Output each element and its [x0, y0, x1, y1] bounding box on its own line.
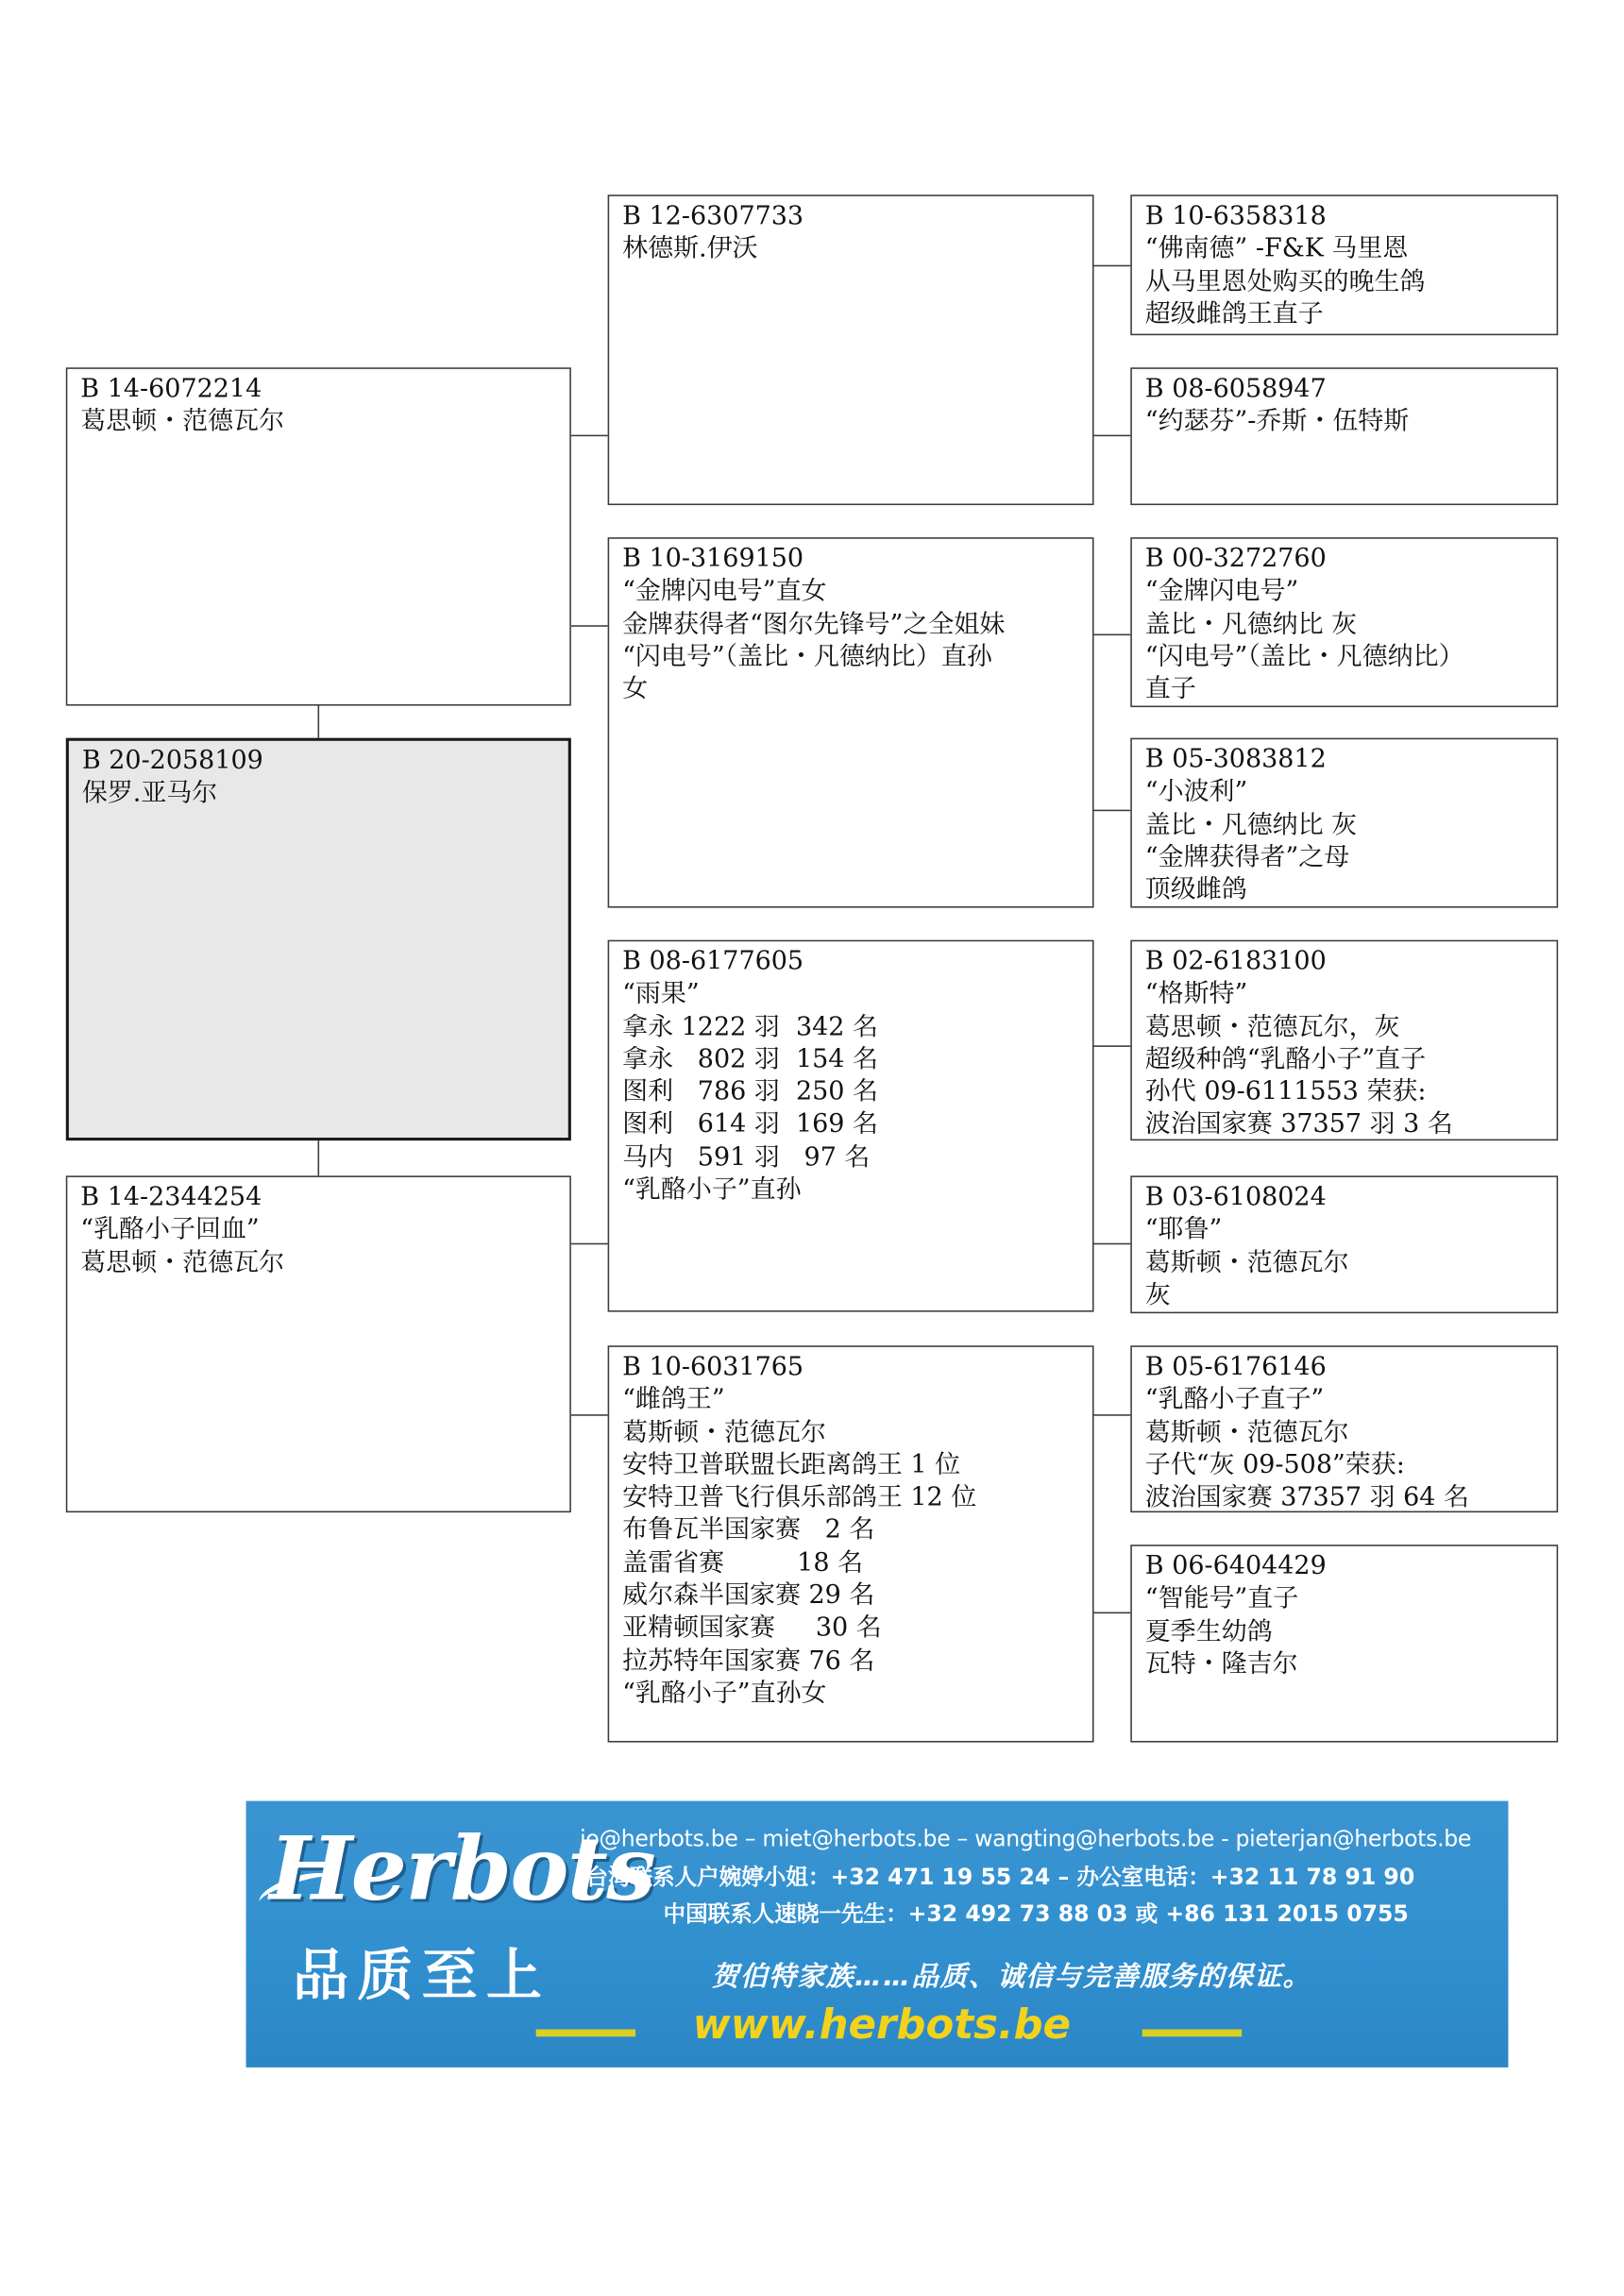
info-line: “佛南德” -F&K 马里恩	[1144, 234, 1409, 264]
result-line: 安特卫普飞行俱乐部鸽王 12 位	[622, 1483, 977, 1513]
result-line: 马内 591 羽 97 名	[622, 1142, 871, 1173]
info-line: 葛思顿・范德瓦尔，灰	[1144, 1012, 1400, 1042]
info-line: 波治国家赛 37357 羽 64 名	[1144, 1483, 1470, 1513]
breeder-line: 葛斯顿・范德瓦尔	[622, 1418, 826, 1448]
result-line: 拿永 802 羽 154 名	[622, 1045, 879, 1075]
ring-number: B 05-6176146	[1144, 1353, 1327, 1383]
info-line: “闪电号”（盖比・凡德纳比）	[1144, 642, 1464, 672]
info-line: “小波利”	[1144, 777, 1248, 808]
info-line: “格斯特”	[1144, 980, 1248, 1010]
info-line: 盖比・凡德纳比 灰	[1144, 810, 1358, 840]
breeder-line: 林德斯.伊沃	[622, 234, 758, 264]
breeder-line: 葛思顿・范德瓦尔	[80, 1248, 285, 1278]
decorative-bar-right	[1142, 2030, 1242, 2037]
ring-number: B 20-2058109	[81, 746, 263, 776]
dd-dam-box	[1130, 1545, 1558, 1742]
info-line: 超级种鸽“乳酪小子”直子	[1144, 1045, 1427, 1075]
banner-slogan: 品质至上	[293, 1943, 551, 2008]
ring-number: B 08-6058947	[1144, 375, 1327, 405]
connector-line	[1094, 435, 1132, 437]
connector-line	[1094, 810, 1132, 812]
herbots-banner	[246, 1801, 1509, 2068]
ring-number: B 02-6183100	[1144, 947, 1327, 977]
ring-number: B 06-6404429	[1144, 1551, 1327, 1581]
contact-emails[interactable]: jo@herbots.be – miet@herbots.be – wangting@herbots.be - pieterjan@herbots.be	[580, 1825, 1472, 1852]
herbots-logo: Herbots	[269, 1818, 655, 1921]
info-line: 顶级雌鸽	[1144, 875, 1247, 905]
result-line: 威尔森半国家赛 29 名	[622, 1581, 875, 1612]
result-line: 亚精顿国家赛 30 名	[622, 1613, 882, 1644]
pigeon-name: “雨果”	[622, 980, 700, 1010]
ring-number: B 10-6358318	[1144, 202, 1327, 232]
info-line: “金牌获得者”之母	[1144, 843, 1350, 873]
result-line: 布鲁瓦半国家赛 2 名	[622, 1515, 875, 1545]
dam-sire-box	[608, 940, 1094, 1312]
connector-line	[571, 1414, 609, 1416]
dd-sire-box	[1130, 1345, 1558, 1512]
ring-number: B 10-6031765	[622, 1353, 804, 1383]
info-line: 灰	[1144, 1280, 1171, 1310]
pigeon-name: “乳酪小子回血”	[80, 1215, 260, 1245]
result-line: 盖雷省赛 18 名	[622, 1548, 864, 1578]
result-line: 图利 786 羽 250 名	[622, 1077, 879, 1107]
sire-box	[66, 367, 571, 705]
dam-dam-box	[608, 1345, 1094, 1742]
ring-number: B 05-3083812	[1144, 745, 1327, 775]
info-line: 孙代 09-6111553 荣获:	[1144, 1077, 1427, 1107]
sire-sire-box	[608, 194, 1094, 505]
info-line: “金牌闪电号”直女	[622, 577, 827, 607]
info-line: “约瑟芬”-乔斯・伍特斯	[1144, 407, 1410, 437]
ring-number: B 10-3169150	[622, 544, 804, 574]
connector-line	[571, 1243, 609, 1245]
result-line: 图利 614 羽 169 名	[622, 1110, 879, 1140]
info-line: 从马里恩处购买的晚生鸽	[1144, 267, 1426, 297]
owner-line: 保罗.亚马尔	[81, 779, 218, 809]
info-line: 女	[622, 675, 649, 705]
info-line: 瓦特・隆吉尔	[1144, 1649, 1298, 1680]
china-contact: 中国联系人速晓一先生：+32 492 73 88 03 或 +86 131 2015 0755	[663, 1900, 1409, 1927]
connector-line	[1094, 265, 1132, 267]
info-line: 子代“灰 09-508”荣获:	[1144, 1450, 1405, 1480]
ring-number: B 14-6072214	[80, 375, 262, 405]
info-line: 直子	[1144, 675, 1196, 705]
info-line: 夏季生幼鸽	[1144, 1617, 1273, 1647]
connector-line	[1094, 634, 1132, 636]
connector-line	[1094, 1045, 1132, 1047]
banner-motto: 贺伯特家族……品质、诚信与完善服务的保证。	[711, 1962, 1311, 1993]
info-line: 葛斯顿・范德瓦尔	[1144, 1248, 1349, 1278]
pigeon-name: “雌鸽王”	[622, 1385, 725, 1415]
info-line: 金牌获得者“图尔先锋号”之全姐妹	[622, 610, 1006, 640]
connector-line	[1094, 1414, 1132, 1416]
ds-dam-box	[1130, 1175, 1558, 1313]
ring-number: B 03-6108024	[1144, 1183, 1327, 1213]
info-line: “乳酪小子直子”	[1144, 1385, 1325, 1415]
ring-number: B 08-6177605	[622, 947, 804, 977]
result-line: 拉苏特年国家赛 76 名	[622, 1646, 875, 1677]
ss-dam-box	[1130, 367, 1558, 505]
info-line: “智能号”直子	[1144, 1584, 1299, 1614]
info-line: “乳酪小子”直孙	[622, 1175, 802, 1206]
info-line: 超级雌鸽王直子	[1144, 299, 1324, 329]
info-line: 波治国家赛 37357 羽 3 名	[1144, 1110, 1453, 1140]
ring-number: B 12-6307733	[622, 202, 804, 232]
info-line: 葛斯顿・范德瓦尔	[1144, 1418, 1349, 1448]
ring-number: B 00-3272760	[1144, 544, 1327, 574]
info-line: 盖比・凡德纳比 灰	[1144, 610, 1358, 640]
taiwan-contact: 台湾联系人户婉婷小姐：+32 471 19 55 24 – 办公室电话：+32 11 78 91 90	[585, 1864, 1415, 1891]
info-line: “耶鲁”	[1144, 1215, 1223, 1245]
info-line: “闪电号”（盖比・凡德纳比）直孙	[622, 642, 992, 672]
sd-dam-box	[1130, 738, 1558, 908]
connector-line	[318, 704, 320, 739]
ss-sire-box	[1130, 194, 1558, 335]
result-line: 安特卫普联盟长距离鸽王 1 位	[622, 1450, 961, 1480]
subject-box	[66, 738, 571, 1140]
connector-line	[318, 1140, 320, 1176]
connector-line	[571, 625, 609, 627]
sire-dam-box	[608, 537, 1094, 907]
result-line: 拿永 1222 羽 342 名	[622, 1012, 879, 1042]
breeder-line: 葛思顿・范德瓦尔	[80, 407, 285, 437]
connector-line	[1094, 1612, 1132, 1614]
ring-number: B 14-2344254	[80, 1183, 262, 1213]
connector-line	[1094, 1243, 1132, 1245]
sd-sire-box	[1130, 537, 1558, 707]
decorative-bar-left	[536, 2030, 635, 2037]
info-line: “乳酪小子”直孙女	[622, 1679, 827, 1709]
dam-box	[66, 1175, 571, 1512]
connector-line	[571, 435, 609, 437]
ds-sire-box	[1130, 940, 1558, 1140]
website-link[interactable]: www.herbots.be	[692, 2000, 1071, 2049]
info-line: “金牌闪电号”	[1144, 577, 1299, 607]
